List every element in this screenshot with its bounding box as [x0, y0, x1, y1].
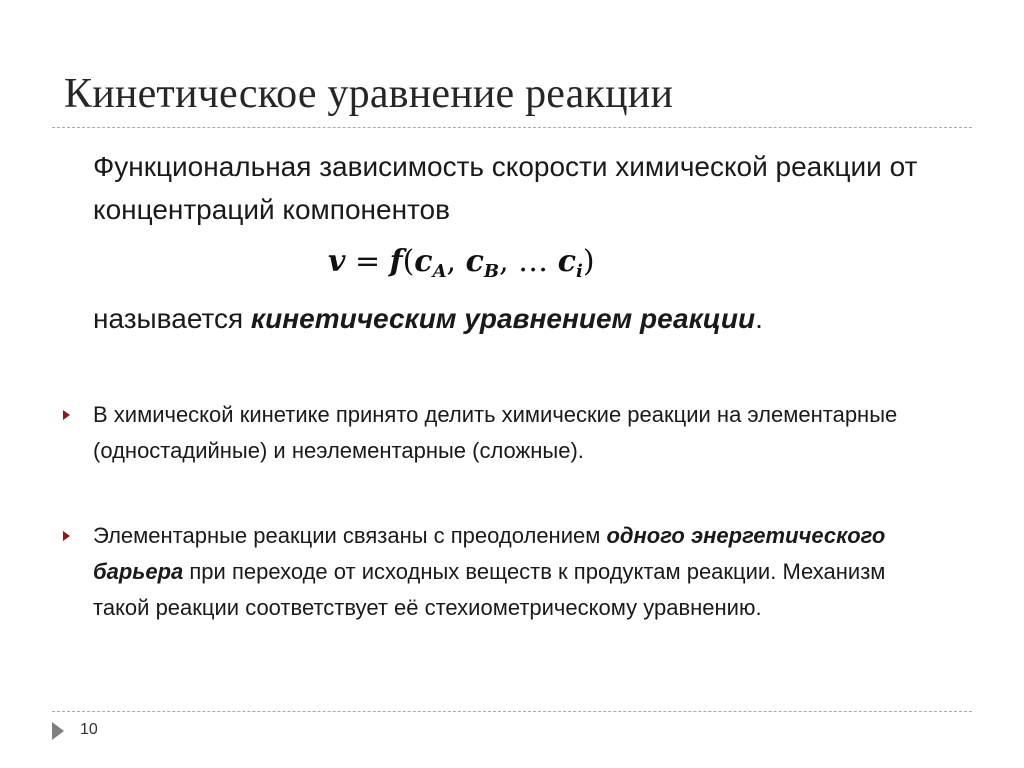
formula-concentration: c	[557, 244, 576, 279]
formula-subscript: B	[483, 261, 500, 282]
formula-separator: , …	[499, 244, 558, 279]
rate-equation-formula	[328, 240, 595, 284]
formula-equals: =	[345, 244, 390, 279]
formula-function: f	[389, 244, 403, 279]
page-number: 10	[80, 721, 98, 738]
title-divider	[52, 127, 972, 128]
formula-open-paren: (	[402, 244, 415, 279]
formula-subscript: i	[576, 261, 583, 282]
formula-concentration: c	[414, 244, 433, 279]
bullet-item: В химической кинетике принято делить химические реакции на элементарные (одностадийные) и неэлементарные (сложные).	[93, 402, 898, 463]
footer-divider	[52, 711, 972, 712]
definition-suffix: .	[755, 303, 763, 334]
triangle-right-icon	[63, 531, 70, 541]
formula-separator: ,	[446, 244, 466, 279]
intro-paragraph: Функциональная зависимость скорости химической реакции от концентраций компонентов	[93, 151, 918, 225]
definition-term: кинетическим уравнением реакции	[250, 303, 756, 334]
triangle-right-icon	[52, 722, 64, 740]
triangle-right-icon	[63, 410, 70, 420]
formula-rate-symbol: v	[328, 244, 346, 279]
bullet-emphasis: одного энергетического барьера	[93, 523, 886, 584]
formula-close-paren: )	[582, 244, 595, 279]
bullet-item	[93, 518, 913, 626]
formula-concentration: c	[465, 244, 484, 279]
bullet-text: Элементарные реакции связаны с преодолением	[93, 523, 607, 548]
slide-title: Кинетическое уравнение реакции	[64, 71, 674, 117]
definition-prefix: называется	[93, 303, 251, 334]
bullet-text: при переходе от исходных веществ к продуктам реакции. Механизм такой реакции соответствует её стехиометрическому уравнению.	[93, 559, 886, 620]
definition-paragraph	[93, 297, 953, 340]
formula-subscript: A	[432, 261, 447, 282]
